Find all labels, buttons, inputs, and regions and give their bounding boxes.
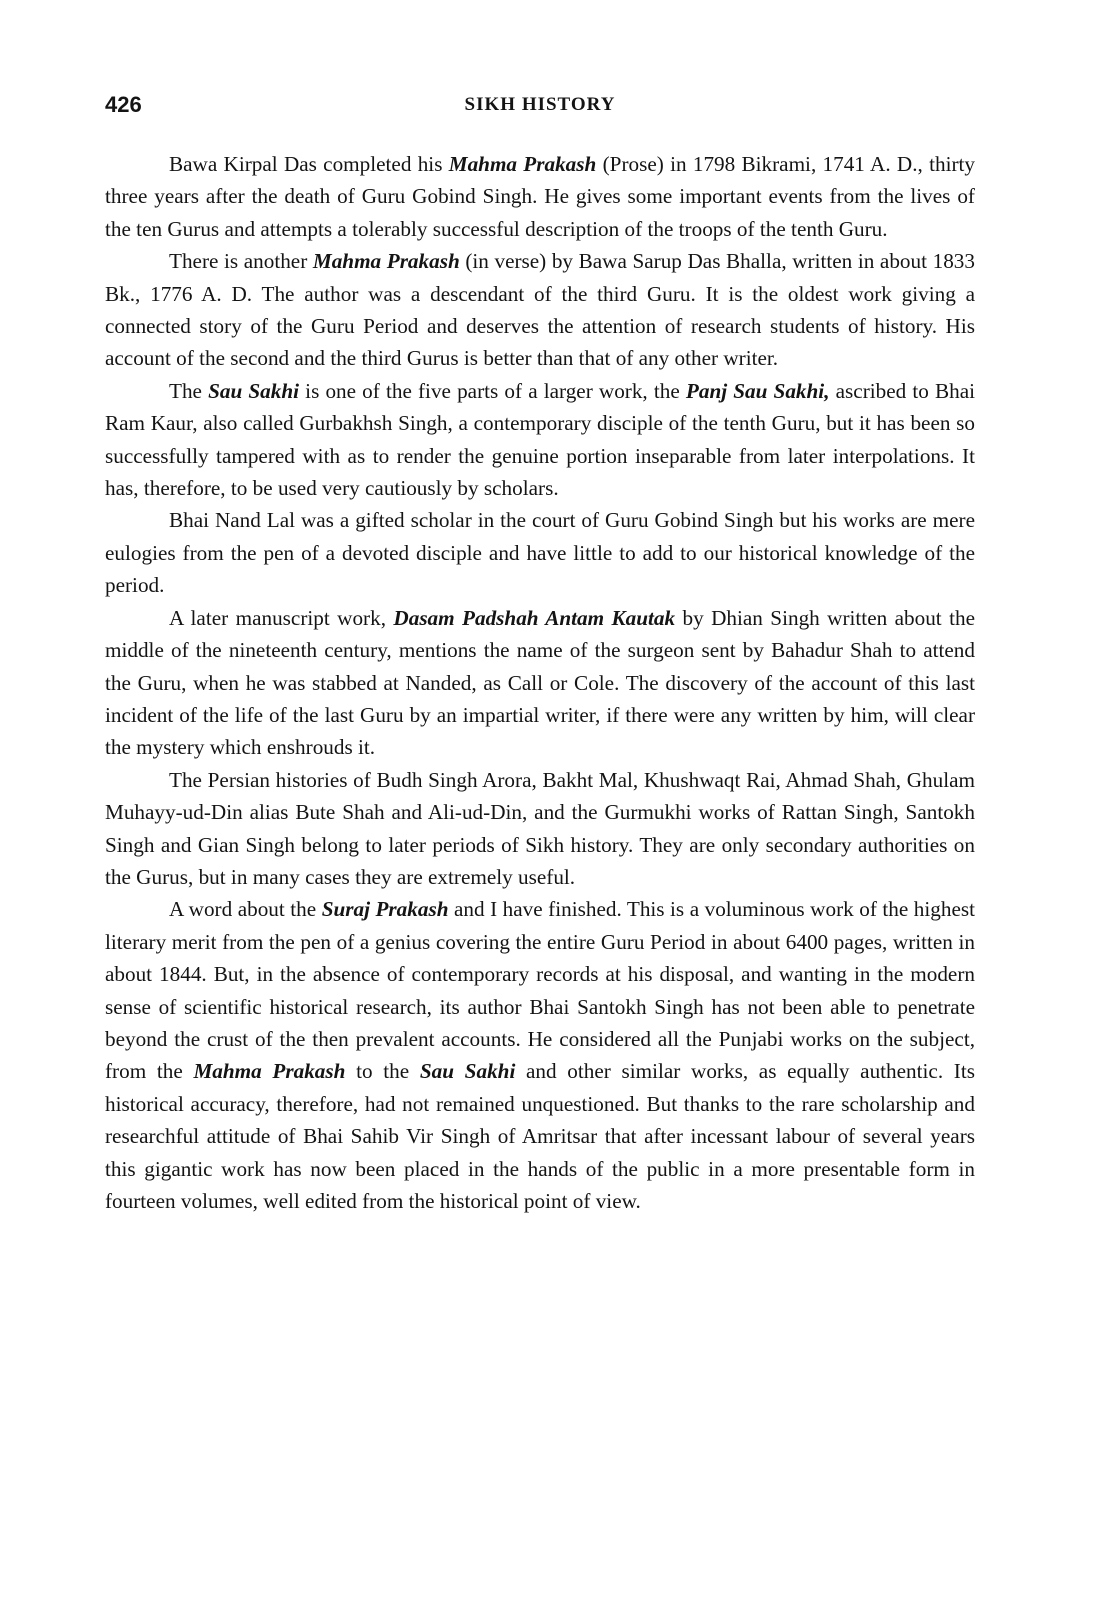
text-run: (Prose) in 1798 Bikrami, 1741 A. D., thirty three years after the death of Guru Gobind Singh. He gives some important events from the lives of the ten Gurus and attempts a tolerably successful description of the troops of the tenth Guru. <box>105 152 975 241</box>
text-run: is one of the five parts of a larger work, the <box>299 378 686 403</box>
paragraph <box>105 148 975 245</box>
text-run: and I have finished. This is a voluminous work of the highest literary merit from the pen of a genius covering the entire Guru Period in about 6400 pages, written in about 1844. But, in the absence of contemporary records at his disposal, and wanting in the modern sense of scientific historical research, its author Bhai Santokh Singh has not been able to penetrate beyond the crust of the then prevalent accounts. He considered all the Punjabi works on the subject, from the <box>105 897 975 1084</box>
italic-title: Mahma Prakash <box>312 249 460 274</box>
italic-title: Mahma Prakash <box>193 1059 346 1084</box>
text-run: Bhai Nand Lal was a gifted scholar in the court of Guru Gobind Singh but his works are mere eulogies from the pen of a devoted disciple and have little to add to our historical knowledge of the period. <box>105 508 975 598</box>
page-number: 426 <box>105 92 142 117</box>
italic-title: Suraj Prakash <box>321 897 449 922</box>
text-run: (in verse) by Bawa Sarup Das Bhalla, written in about 1833 Bk., 1776 A. D. The author was a descendant of the third Guru. It is the oldest work giving a connected story of the Guru Period and deserves the attention of research students of history. His account of the second and the third Gurus is better than that of any other writer. <box>105 249 975 371</box>
text-run: A word about the <box>169 897 322 922</box>
text-run: to the <box>345 1059 420 1084</box>
paragraph <box>105 893 975 1217</box>
running-title: SIKH HISTORY <box>464 94 616 115</box>
body-text <box>105 148 975 1217</box>
italic-title: Panj Sau Sakhi, <box>685 378 830 403</box>
paragraph <box>105 602 975 764</box>
text-run: The <box>169 378 209 403</box>
italic-title: Sau Sakhi <box>208 378 300 403</box>
paragraph <box>105 375 975 505</box>
text-run: The Persian histories of Budh Singh Arora, Bakht Mal, Khushwaqt Rai, Ahmad Shah, Ghulam Muhayy-ud-Din alias Bute Shah and Ali-ud-Din, and the Gurmukhi works of Rattan Singh, Santokh Singh and Gian Singh belong to later periods of Sikh history. They are only secondary authorities on the Gurus, but in many cases they are extremely useful. <box>105 767 975 889</box>
text-run: ascribed to Bhai Ram Kaur, also called Gurbakhsh Singh, a contemporary disciple of the tenth Guru, but it has been so successfully tampered with as to render the genuine portion inseparable from later interpolations. It has, therefore, to be used very cautiously by scholars. <box>105 378 976 501</box>
text-run: Bawa Kirpal Das completed his <box>169 152 449 176</box>
italic-title: Dasam Padshah Antam Kautak <box>393 605 676 630</box>
text-run: by Dhian Singh written about the middle of the nineteenth century, mentions the name of the surgeon sent by Bahadur Shah to attend the Guru, when he was stabbed at Nanded, as Call or Cole. The discovery of the account of this last incident of the life of the last Guru by an impartial writer, if there were any written by him, will clear the mystery which enshrouds it. <box>105 605 975 760</box>
text-run: A later manuscript work, <box>169 605 394 630</box>
text-run: and other similar works, as equally authentic. Its historical accuracy, therefore, had not remained unquestioned. But thanks to the rare scholarship and researchful attitude of Bhai Sahib Vir Singh of Amritsar that after incessant labour of several years this gigantic work has now been placed in the hands of the public in a more presentable form in fourteen volumes, well edited from the historical point of view. <box>105 1059 975 1213</box>
text-run: There is another <box>169 249 313 274</box>
italic-title: Mahma Prakash <box>448 152 597 176</box>
italic-title: Sau Sakhi <box>419 1059 516 1084</box>
page-header <box>105 92 975 122</box>
paragraph <box>105 245 975 375</box>
paragraph <box>105 764 975 894</box>
paragraph <box>105 504 975 601</box>
